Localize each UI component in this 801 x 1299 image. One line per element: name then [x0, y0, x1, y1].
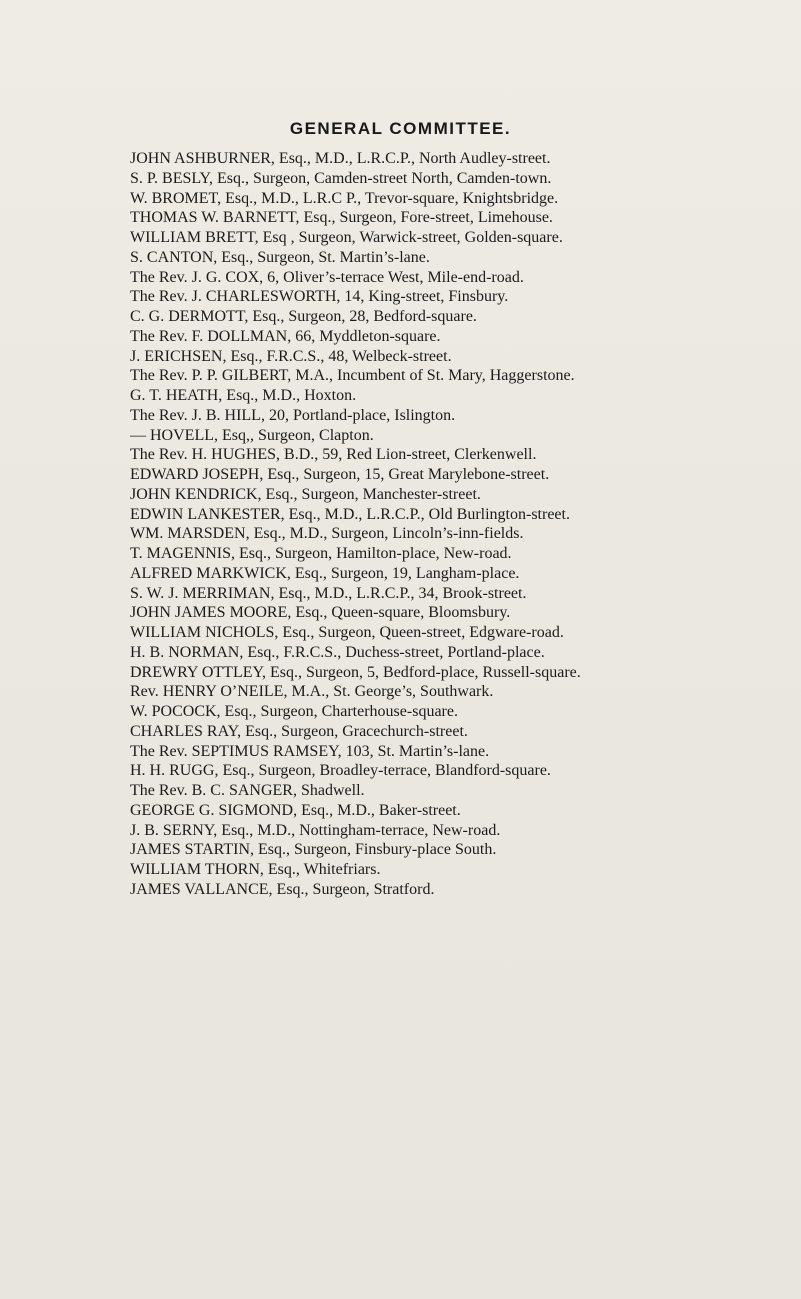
committee-member-entry: — HOVELL, Esq,, Surgeon, Clapton. [130, 426, 374, 444]
committee-member-entry: JOHN JAMES MOORE, Esq., Queen-square, Bloomsbury. [130, 604, 511, 622]
committee-member-entry: H. B. NORMAN, Esq., F.R.C.S., Duchess-street, Portland-place. [130, 643, 545, 661]
committee-member-entry: JAMES VALLANCE, Esq., Surgeon, Stratford. [130, 880, 435, 898]
committee-member-entry: W. POCOCK, Esq., Surgeon, Charterhouse-square. [130, 703, 458, 720]
committee-member-entry: JOHN ASHBURNER, Esq., M.D., L.R.C.P., North Audley-street. [130, 150, 551, 167]
committee-member-entry: The Rev. J. G. COX, 6, Oliver’s-terrace West, Mile-end-road. [130, 268, 524, 286]
committee-member-entry: The Rev. F. DOLLMAN, 66, Myddleton-square. [130, 327, 441, 345]
committee-member-entry: S. CANTON, Esq., Surgeon, St. Martin’s-lane. [130, 248, 430, 266]
committee-member-entry: S. W. J. MERRIMAN, Esq., M.D., L.R.C.P., 34, Brook-street. [130, 584, 527, 602]
committee-member-entry: EDWIN LANKESTER, Esq., M.D., L.R.C.P., Old Burlington-street. [130, 505, 570, 523]
page-title: GENERAL COMMITTEE. [289, 119, 512, 138]
committee-member-entry: T. MAGENNIS, Esq., Surgeon, Hamilton-place, New-road. [130, 545, 512, 562]
committee-member-entry: The Rev. B. C. SANGER, Shadwell. [130, 782, 365, 799]
committee-member-entry: GEORGE G. SIGMOND, Esq., M.D., Baker-street. [130, 801, 461, 819]
committee-member-entry: JAMES STARTIN, Esq., Surgeon, Finsbury-place South. [130, 841, 497, 859]
committee-member-entry: WILLIAM BRETT, Esq , Surgeon, Warwick-street, Golden-square. [130, 229, 563, 246]
committee-member-entry: WM. MARSDEN, Esq., M.D., Surgeon, Lincoln’s-inn-fields. [130, 525, 524, 543]
committee-member-entry: WILLIAM THORN, Esq., Whitefriars. [130, 861, 381, 878]
committee-member-list [130, 149, 795, 900]
committee-member-entry: Rev. HENRY O’NEILE, M.A., St. George’s, Southwark. [130, 683, 494, 701]
committee-member-entry: C. G. DERMOTT, Esq., Surgeon, 28, Bedford-square. [130, 308, 477, 325]
committee-member-entry: The Rev. H. HUGHES, B.D., 59, Red Lion-street, Clerkenwell. [130, 446, 537, 464]
committee-member-entry: W. BROMET, Esq., M.D., L.R.C P., Trevor-square, Knightsbridge. [130, 189, 559, 207]
committee-member-entry: The Rev. SEPTIMUS RAMSEY, 103, St. Martin’s-lane. [130, 742, 490, 760]
committee-member-entry: EDWARD JOSEPH, Esq., Surgeon, 15, Great Marylebone-street. [130, 466, 550, 483]
committee-member-entry: CHARLES RAY, Esq., Surgeon, Gracechurch-street. [130, 722, 468, 740]
committee-member-entry: H. H. RUGG, Esq., Surgeon, Broadley-terrace, Blandford-square. [130, 762, 551, 780]
committee-member-entry: WILLIAM NICHOLS, Esq., Surgeon, Queen-street, Edgware-road. [130, 624, 564, 641]
committee-member-entry: G. T. HEATH, Esq., M.D., Hoxton. [130, 387, 357, 404]
committee-member-entry: J. B. SERNY, Esq., M.D., Nottingham-terrace, New-road. [130, 821, 501, 839]
committee-member-entry: J. ERICHSEN, Esq., F.R.C.S., 48, Welbeck-street. [130, 347, 452, 365]
committee-member-entry: The Rev. J. CHARLESWORTH, 14, King-street, Finsbury. [130, 288, 509, 306]
committee-member-entry: JOHN KENDRICK, Esq., Surgeon, Manchester-street. [130, 485, 481, 503]
committee-member-entry: ALFRED MARKWICK, Esq., Surgeon, 19, Langham-place. [130, 564, 520, 582]
committee-member-entry: DREWRY OTTLEY, Esq., Surgeon, 5, Bedford-place, Russell-square. [130, 663, 581, 681]
committee-member-entry: THOMAS W. BARNETT, Esq., Surgeon, Fore-street, Limehouse. [130, 209, 553, 227]
committee-member-entry: The Rev. J. B. HILL, 20, Portland-place, Islington. [130, 406, 456, 424]
committee-member-entry: The Rev. P. P. GILBERT, M.A., Incumbent of St. Mary, Haggerstone. [130, 367, 575, 385]
committee-member-entry: S. P. BESLY, Esq., Surgeon, Camden-street North, Camden-town. [130, 169, 552, 187]
